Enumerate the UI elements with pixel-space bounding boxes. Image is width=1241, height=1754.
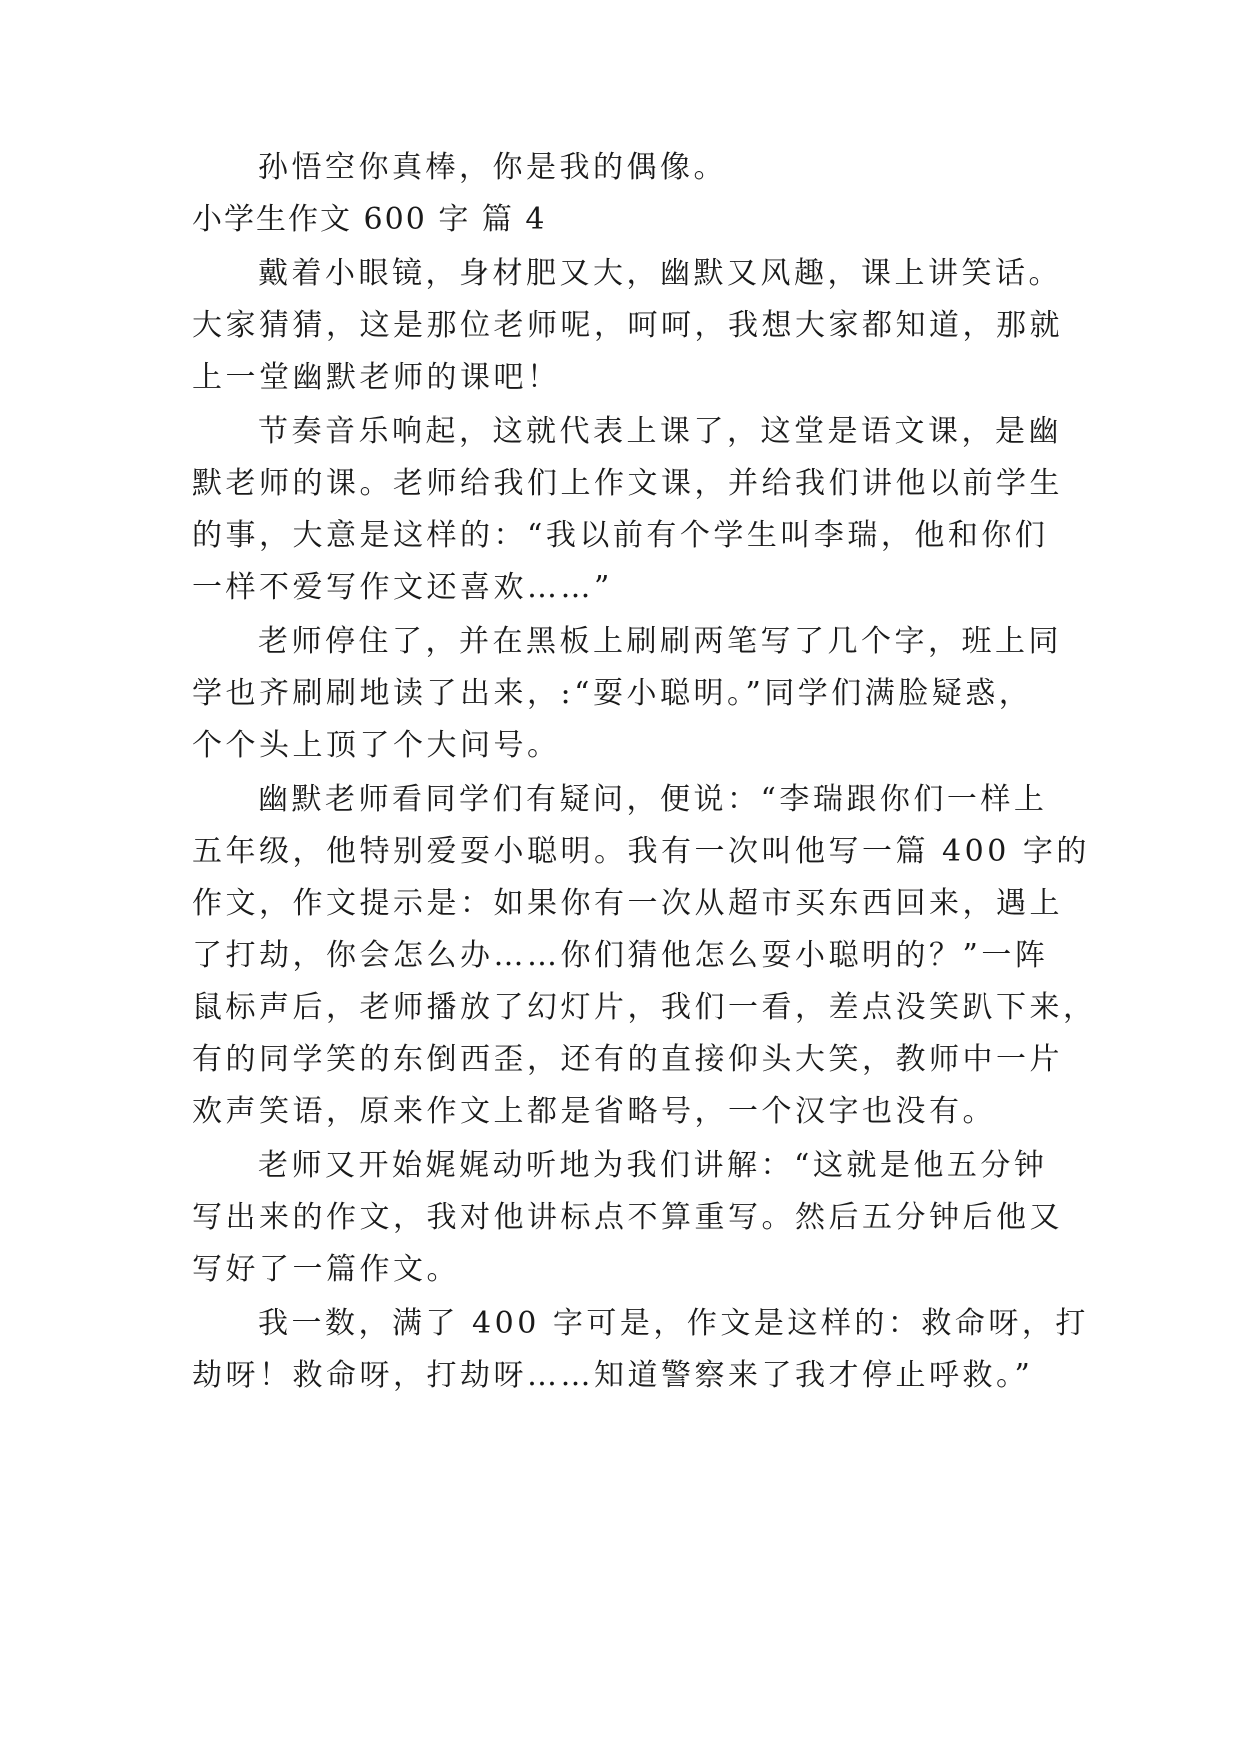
- paragraph-line: 大家猜猜，这是那位老师呢，呵呵，我想大家都知道，那就: [192, 308, 1063, 343]
- paragraph-line: 鼠标声后，老师播放了幻灯片，我们一看，差点没笑趴下来，: [192, 990, 1097, 1025]
- paragraph-line: 节奏音乐响起，这就代表上课了，这堂是语文课，是幽: [258, 414, 1062, 449]
- paragraph-line: 写好了一篇作文。: [192, 1252, 460, 1287]
- paragraph-line: 上一堂幽默老师的课吧！: [192, 360, 561, 395]
- paragraph-line: 有的同学笑的东倒西歪，还有的直接仰头大笑，教师中一片: [192, 1042, 1063, 1077]
- paragraph-line: 写出来的作文，我对他讲标点不算重写。然后五分钟后他又: [192, 1200, 1063, 1235]
- paragraph-line: 个个头上顶了个大问号。: [192, 728, 561, 763]
- paragraph-line: 作文，作文提示是：如果你有一次从超市买东西回来，遇上: [192, 886, 1063, 921]
- paragraph-line: 五年级，他特别爱耍小聪明。我有一次叫他写一篇 400 字的: [192, 834, 1090, 869]
- paragraph-line: 老师又开始娓娓动听地为我们讲解：“这就是他五分钟: [258, 1148, 1048, 1183]
- paragraph-line: 幽默老师看同学们有疑问，便说：“李瑞跟你们一样上: [258, 782, 1048, 817]
- paragraph-line: 了打劫，你会怎么办……你们猜他怎么耍小聪明的？”一阵: [192, 938, 1049, 973]
- paragraph-line: 老师停住了，并在黑板上刷刷两笔写了几个字，班上同: [258, 624, 1062, 659]
- section-heading: 小学生作文 600 字 篇 4: [192, 202, 547, 237]
- paragraph-line: 孙悟空你真棒，你是我的偶像。: [258, 150, 727, 185]
- paragraph-line: 默老师的课。老师给我们上作文课，并给我们讲他以前学生: [192, 466, 1063, 501]
- paragraph-line: 戴着小眼镜，身材肥又大，幽默又风趣，课上讲笑话。: [258, 256, 1062, 291]
- paragraph-line: 劫呀！救命呀，打劫呀……知道警察来了我才停止呼救。”: [192, 1358, 1034, 1393]
- paragraph-line: 一样不爱写作文还喜欢……”: [192, 570, 613, 605]
- paragraph-line: 的事，大意是这样的：“我以前有个学生叫李瑞，他和你们: [192, 518, 1049, 553]
- paragraph-line: 学也齐刷刷地读了出来，:“耍小聪明。”同学们满脸疑惑，: [192, 676, 1033, 711]
- paragraph-line: 欢声笑语，原来作文上都是省略号，一个汉字也没有。: [192, 1094, 996, 1129]
- paragraph-line: 我一数，满了 400 字可是，作文是这样的：救命呀，打: [258, 1306, 1089, 1341]
